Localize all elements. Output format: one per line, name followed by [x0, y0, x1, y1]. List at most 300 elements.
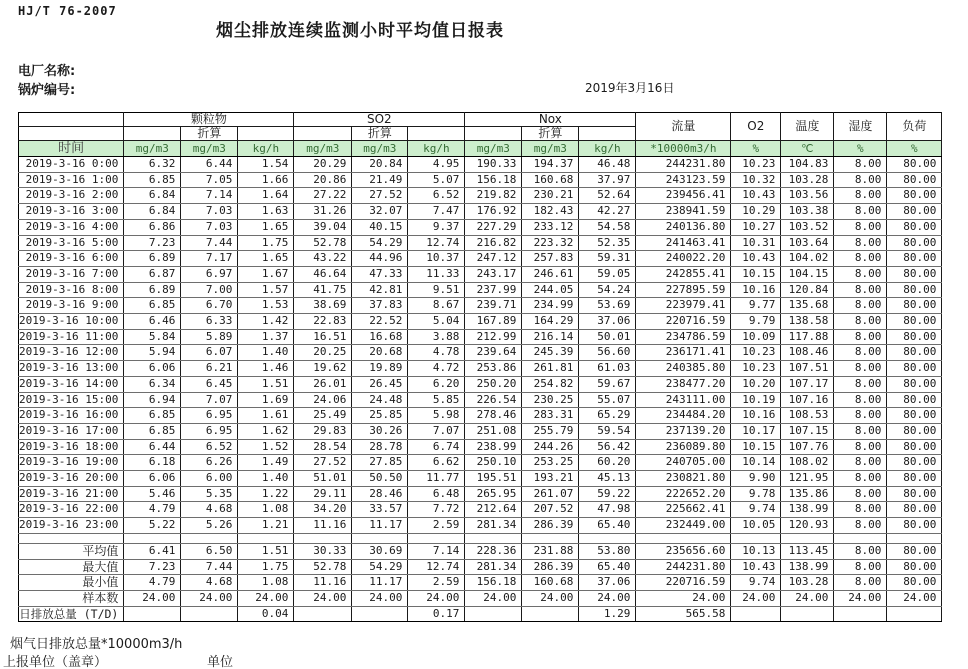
value-cell: 8.00 — [834, 266, 887, 282]
value-cell: 1.08 — [238, 575, 294, 591]
value-cell: 8.00 — [834, 204, 887, 220]
value-cell: 4.78 — [408, 345, 465, 361]
value-cell: 24.00 — [181, 590, 238, 606]
standard-code: HJ/T 76-2007 — [18, 4, 117, 18]
value-cell: 24.00 — [834, 590, 887, 606]
value-cell: 24.48 — [352, 392, 408, 408]
value-cell: 59.31 — [579, 251, 636, 267]
subheader-pm-converted: 折算 — [181, 127, 238, 141]
value-cell: 9.74 — [731, 575, 781, 591]
value-cell: 238941.59 — [636, 204, 731, 220]
value-cell: 103.28 — [781, 575, 834, 591]
value-cell: 8.00 — [834, 559, 887, 575]
time-cell: 2019-3-16 23:00 — [19, 518, 124, 534]
value-cell: 40.15 — [352, 219, 408, 235]
value-cell: 104.83 — [781, 157, 834, 173]
value-cell: 6.52 — [408, 188, 465, 204]
time-cell: 2019-3-16 21:00 — [19, 486, 124, 502]
value-cell: 6.21 — [181, 361, 238, 377]
value-cell: 4.72 — [408, 361, 465, 377]
value-cell: 80.00 — [887, 235, 942, 251]
time-cell: 2019-3-16 19:00 — [19, 455, 124, 471]
value-cell: 24.00 — [731, 590, 781, 606]
value-cell: 1.75 — [238, 235, 294, 251]
value-cell: 244.26 — [522, 439, 579, 455]
value-cell — [181, 533, 238, 543]
value-cell: 233.12 — [522, 219, 579, 235]
value-cell: 1.54 — [238, 157, 294, 173]
value-cell: 1.22 — [238, 486, 294, 502]
value-cell: 1.08 — [238, 502, 294, 518]
value-cell: 265.95 — [465, 486, 522, 502]
value-cell: 7.23 — [124, 559, 181, 575]
value-cell: 8.00 — [834, 543, 887, 559]
table-row — [19, 266, 942, 282]
summary-row — [19, 590, 942, 606]
table-row — [19, 392, 942, 408]
value-cell: 80.00 — [887, 471, 942, 487]
value-cell: 8.00 — [834, 575, 887, 591]
value-cell: 65.40 — [579, 518, 636, 534]
value-cell: 7.00 — [181, 282, 238, 298]
value-cell: 10.43 — [731, 251, 781, 267]
time-cell: 2019-3-16 14:00 — [19, 376, 124, 392]
value-cell: 242855.41 — [636, 266, 731, 282]
value-cell: 6.32 — [124, 157, 181, 173]
value-cell: 108.46 — [781, 345, 834, 361]
value-cell: 240136.80 — [636, 219, 731, 235]
value-cell: 10.16 — [731, 282, 781, 298]
value-cell: 20.25 — [294, 345, 352, 361]
value-cell: 251.08 — [465, 423, 522, 439]
value-cell: 1.21 — [238, 518, 294, 534]
value-cell: 80.00 — [887, 559, 942, 575]
col-header-load: 负荷 — [887, 113, 942, 141]
value-cell: 42.27 — [579, 204, 636, 220]
value-cell: 138.99 — [781, 559, 834, 575]
value-cell: 80.00 — [887, 314, 942, 330]
table-row — [19, 518, 942, 534]
value-cell: 103.52 — [781, 219, 834, 235]
value-cell: 243.17 — [465, 266, 522, 282]
value-cell: 10.23 — [731, 361, 781, 377]
value-cell: 8.00 — [834, 298, 887, 314]
value-cell: 243111.00 — [636, 392, 731, 408]
value-cell: 7.14 — [408, 543, 465, 559]
table-row — [19, 172, 942, 188]
time-cell: 2019-3-16 3:00 — [19, 204, 124, 220]
value-cell: 37.06 — [579, 314, 636, 330]
value-cell: 24.00 — [887, 590, 942, 606]
value-cell: 52.78 — [294, 559, 352, 575]
value-cell: 3.88 — [408, 329, 465, 345]
value-cell — [887, 606, 942, 622]
value-cell: 54.29 — [352, 235, 408, 251]
value-cell: 59.22 — [579, 486, 636, 502]
table-row — [19, 471, 942, 487]
subheader-blank — [19, 127, 124, 141]
value-cell: 245.39 — [522, 345, 579, 361]
value-cell: 257.83 — [522, 251, 579, 267]
table-row — [19, 408, 942, 424]
value-cell: 29.83 — [294, 423, 352, 439]
value-cell: 1.53 — [238, 298, 294, 314]
value-cell: 7.23 — [124, 235, 181, 251]
unit-o2: % — [731, 141, 781, 157]
value-cell: 45.13 — [579, 471, 636, 487]
value-cell: 9.51 — [408, 282, 465, 298]
value-cell — [124, 533, 181, 543]
value-cell: 51.01 — [294, 471, 352, 487]
value-cell — [887, 533, 942, 543]
value-cell: 80.00 — [887, 298, 942, 314]
time-cell: 2019-3-16 9:00 — [19, 298, 124, 314]
value-cell: 103.38 — [781, 204, 834, 220]
value-cell: 10.16 — [731, 408, 781, 424]
report-table — [18, 112, 942, 622]
table-row — [19, 439, 942, 455]
value-cell: 182.43 — [522, 204, 579, 220]
value-cell: 8.00 — [834, 345, 887, 361]
value-cell: 80.00 — [887, 543, 942, 559]
group-header-so2: SO2 — [294, 113, 465, 127]
value-cell: 27.22 — [294, 188, 352, 204]
value-cell: 10.15 — [731, 266, 781, 282]
value-cell: 227895.59 — [636, 282, 731, 298]
time-cell: 2019-3-16 12:00 — [19, 345, 124, 361]
value-cell: 11.77 — [408, 471, 465, 487]
value-cell: 24.00 — [124, 590, 181, 606]
value-cell: 34.20 — [294, 502, 352, 518]
value-cell: 240022.20 — [636, 251, 731, 267]
col-header-humidity: 湿度 — [834, 113, 887, 141]
value-cell: 8.00 — [834, 219, 887, 235]
value-cell: 80.00 — [887, 361, 942, 377]
value-cell: 24.00 — [408, 590, 465, 606]
value-cell: 24.00 — [579, 590, 636, 606]
value-cell: 234484.20 — [636, 408, 731, 424]
value-cell — [124, 606, 181, 622]
value-cell: 7.47 — [408, 204, 465, 220]
unit-pm-mg: mg/m3 — [124, 141, 181, 157]
value-cell: 10.09 — [731, 329, 781, 345]
value-cell: 6.00 — [181, 471, 238, 487]
total-label: 日排放总量 (T/D) — [19, 606, 124, 622]
value-cell: 9.74 — [731, 502, 781, 518]
time-cell: 2019-3-16 8:00 — [19, 282, 124, 298]
value-cell: 80.00 — [887, 439, 942, 455]
value-cell: 239456.41 — [636, 188, 731, 204]
value-cell: 107.17 — [781, 376, 834, 392]
unit-pm-converted-mg: mg/m3 — [181, 141, 238, 157]
value-cell: 80.00 — [887, 188, 942, 204]
value-cell: 6.06 — [124, 361, 181, 377]
value-cell: 135.86 — [781, 486, 834, 502]
value-cell: 2.59 — [408, 575, 465, 591]
value-cell: 6.18 — [124, 455, 181, 471]
value-cell: 216.82 — [465, 235, 522, 251]
table-row — [19, 423, 942, 439]
summary-row — [19, 575, 942, 591]
value-cell: 234.99 — [522, 298, 579, 314]
value-cell: 8.00 — [834, 471, 887, 487]
value-cell: 46.64 — [294, 266, 352, 282]
value-cell: 9.37 — [408, 219, 465, 235]
value-cell: 24.00 — [522, 590, 579, 606]
value-cell: 59.67 — [579, 376, 636, 392]
value-cell: 24.00 — [294, 590, 352, 606]
value-cell: 30.69 — [352, 543, 408, 559]
value-cell: 47.98 — [579, 502, 636, 518]
value-cell: 156.18 — [465, 575, 522, 591]
value-cell: 239.71 — [465, 298, 522, 314]
group-header-row — [19, 113, 942, 127]
value-cell: 6.46 — [124, 314, 181, 330]
value-cell: 7.44 — [181, 235, 238, 251]
value-cell: 8.00 — [834, 423, 887, 439]
summary-label: 平均值 — [19, 543, 124, 559]
value-cell — [181, 606, 238, 622]
value-cell: 5.84 — [124, 329, 181, 345]
value-cell: 253.25 — [522, 455, 579, 471]
value-cell: 8.00 — [834, 439, 887, 455]
value-cell: 8.00 — [834, 314, 887, 330]
value-cell: 107.16 — [781, 392, 834, 408]
value-cell: 10.27 — [731, 219, 781, 235]
value-cell: 24.00 — [465, 590, 522, 606]
value-cell: 107.76 — [781, 439, 834, 455]
table-row — [19, 204, 942, 220]
value-cell: 20.68 — [352, 345, 408, 361]
value-cell: 27.52 — [352, 188, 408, 204]
value-cell: 121.95 — [781, 471, 834, 487]
value-cell: 6.62 — [408, 455, 465, 471]
summary-label: 样本数 — [19, 590, 124, 606]
value-cell: 250.10 — [465, 455, 522, 471]
value-cell: 80.00 — [887, 455, 942, 471]
value-cell: 8.00 — [834, 392, 887, 408]
value-cell: 16.68 — [352, 329, 408, 345]
value-cell: 1.51 — [238, 543, 294, 559]
value-cell: 243123.59 — [636, 172, 731, 188]
value-cell — [408, 533, 465, 543]
value-cell: 1.29 — [579, 606, 636, 622]
value-cell: 5.35 — [181, 486, 238, 502]
table-row — [19, 219, 942, 235]
value-cell: 253.86 — [465, 361, 522, 377]
value-cell: 2.59 — [408, 518, 465, 534]
value-cell: 6.89 — [124, 251, 181, 267]
time-column-header: 时间 — [19, 141, 124, 157]
unit-label: 单位 — [207, 655, 234, 669]
value-cell — [731, 533, 781, 543]
value-cell: 250.20 — [465, 376, 522, 392]
value-cell: 65.40 — [579, 559, 636, 575]
time-cell: 2019-3-16 20:00 — [19, 471, 124, 487]
value-cell: 117.88 — [781, 329, 834, 345]
value-cell — [352, 606, 408, 622]
value-cell: 29.11 — [294, 486, 352, 502]
plant-name-label: 电厂名称: — [18, 64, 76, 79]
col-header-o2: O2 — [731, 113, 781, 141]
value-cell: 6.95 — [181, 408, 238, 424]
value-cell: 37.97 — [579, 172, 636, 188]
value-cell: 222652.20 — [636, 486, 731, 502]
time-cell: 2019-3-16 16:00 — [19, 408, 124, 424]
value-cell: 1.40 — [238, 471, 294, 487]
time-header-blank — [19, 113, 124, 127]
value-cell: 8.00 — [834, 329, 887, 345]
unit-pm-kgh: kg/h — [238, 141, 294, 157]
value-cell: 59.54 — [579, 423, 636, 439]
value-cell: 108.02 — [781, 455, 834, 471]
value-cell: 10.05 — [731, 518, 781, 534]
value-cell: 10.15 — [731, 439, 781, 455]
table-row — [19, 235, 942, 251]
value-cell: 20.86 — [294, 172, 352, 188]
value-cell: 6.87 — [124, 266, 181, 282]
value-cell: 16.51 — [294, 329, 352, 345]
value-cell: 232449.00 — [636, 518, 731, 534]
col-header-temp: 温度 — [781, 113, 834, 141]
value-cell: 138.99 — [781, 502, 834, 518]
value-cell: 54.24 — [579, 282, 636, 298]
unit-nox-kgh: kg/h — [579, 141, 636, 157]
value-cell: 5.98 — [408, 408, 465, 424]
value-cell: 6.84 — [124, 204, 181, 220]
value-cell: 286.39 — [522, 518, 579, 534]
table-row — [19, 345, 942, 361]
value-cell: 80.00 — [887, 204, 942, 220]
value-cell: 11.33 — [408, 266, 465, 282]
value-cell: 12.74 — [408, 235, 465, 251]
value-cell: 9.90 — [731, 471, 781, 487]
value-cell: 56.42 — [579, 439, 636, 455]
value-cell: 19.62 — [294, 361, 352, 377]
value-cell: 33.57 — [352, 502, 408, 518]
value-cell: 80.00 — [887, 266, 942, 282]
value-cell: 223979.41 — [636, 298, 731, 314]
value-cell: 0.17 — [408, 606, 465, 622]
value-cell: 22.52 — [352, 314, 408, 330]
value-cell: 44.96 — [352, 251, 408, 267]
table-row — [19, 455, 942, 471]
value-cell — [352, 533, 408, 543]
value-cell: 240385.80 — [636, 361, 731, 377]
value-cell: 8.00 — [834, 518, 887, 534]
value-cell: 244.05 — [522, 282, 579, 298]
value-cell: 156.18 — [465, 172, 522, 188]
page-title: 烟尘排放连续监测小时平均值日报表 — [216, 21, 504, 41]
value-cell: 6.86 — [124, 219, 181, 235]
value-cell: 281.34 — [465, 559, 522, 575]
value-cell: 1.69 — [238, 392, 294, 408]
value-cell: 80.00 — [887, 219, 942, 235]
gas-daily-total-label: 烟气日排放总量*10000m3/h — [10, 637, 183, 652]
value-cell: 6.94 — [124, 392, 181, 408]
value-cell: 24.06 — [294, 392, 352, 408]
value-cell: 80.00 — [887, 251, 942, 267]
value-cell: 104.15 — [781, 266, 834, 282]
value-cell: 11.16 — [294, 575, 352, 591]
value-cell — [781, 606, 834, 622]
spacer-row — [19, 533, 942, 543]
value-cell: 80.00 — [887, 345, 942, 361]
value-cell: 6.85 — [124, 172, 181, 188]
time-cell: 2019-3-16 11:00 — [19, 329, 124, 345]
value-cell: 30.33 — [294, 543, 352, 559]
value-cell: 43.22 — [294, 251, 352, 267]
value-cell: 80.00 — [887, 518, 942, 534]
value-cell: 7.03 — [181, 204, 238, 220]
value-cell: 238.99 — [465, 439, 522, 455]
col-header-flow: 流量 — [636, 113, 731, 141]
value-cell: 11.17 — [352, 575, 408, 591]
value-cell: 1.52 — [238, 439, 294, 455]
value-cell: 8.00 — [834, 235, 887, 251]
unit-flow: *10000m3/h — [636, 141, 731, 157]
value-cell: 10.32 — [731, 172, 781, 188]
summary-label: 最大值 — [19, 559, 124, 575]
value-cell — [294, 533, 352, 543]
time-cell: 2019-3-16 17:00 — [19, 423, 124, 439]
time-cell: 2019-3-16 5:00 — [19, 235, 124, 251]
value-cell: 5.04 — [408, 314, 465, 330]
value-cell: 5.07 — [408, 172, 465, 188]
value-cell: 8.00 — [834, 376, 887, 392]
value-cell: 24.00 — [781, 590, 834, 606]
time-cell: 2019-3-16 15:00 — [19, 392, 124, 408]
value-cell: 6.70 — [181, 298, 238, 314]
value-cell: 212.99 — [465, 329, 522, 345]
unit-temp: ℃ — [781, 141, 834, 157]
value-cell: 8.00 — [834, 188, 887, 204]
value-cell: 1.67 — [238, 266, 294, 282]
value-cell: 11.16 — [294, 518, 352, 534]
value-cell: 1.66 — [238, 172, 294, 188]
value-cell: 8.00 — [834, 408, 887, 424]
value-cell: 19.89 — [352, 361, 408, 377]
value-cell: 103.56 — [781, 188, 834, 204]
value-cell — [294, 606, 352, 622]
value-cell: 225662.41 — [636, 502, 731, 518]
spacer-cell — [19, 533, 124, 543]
value-cell: 28.54 — [294, 439, 352, 455]
value-cell: 167.89 — [465, 314, 522, 330]
value-cell: 278.46 — [465, 408, 522, 424]
unit-nox-converted-mg: mg/m3 — [522, 141, 579, 157]
value-cell: 61.03 — [579, 361, 636, 377]
value-cell: 80.00 — [887, 172, 942, 188]
value-cell: 261.81 — [522, 361, 579, 377]
value-cell: 190.33 — [465, 157, 522, 173]
value-cell: 60.20 — [579, 455, 636, 471]
value-cell: 230821.80 — [636, 471, 731, 487]
value-cell: 11.17 — [352, 518, 408, 534]
value-cell: 80.00 — [887, 329, 942, 345]
value-cell: 0.04 — [238, 606, 294, 622]
value-cell: 53.69 — [579, 298, 636, 314]
unit-so2-mg: mg/m3 — [294, 141, 352, 157]
value-cell: 247.12 — [465, 251, 522, 267]
table-row — [19, 486, 942, 502]
report-date: 2019年3月16日 — [585, 81, 675, 95]
value-cell: 80.00 — [887, 376, 942, 392]
value-cell: 80.00 — [887, 486, 942, 502]
value-cell: 4.79 — [124, 502, 181, 518]
time-cell: 2019-3-16 7:00 — [19, 266, 124, 282]
value-cell: 6.85 — [124, 298, 181, 314]
